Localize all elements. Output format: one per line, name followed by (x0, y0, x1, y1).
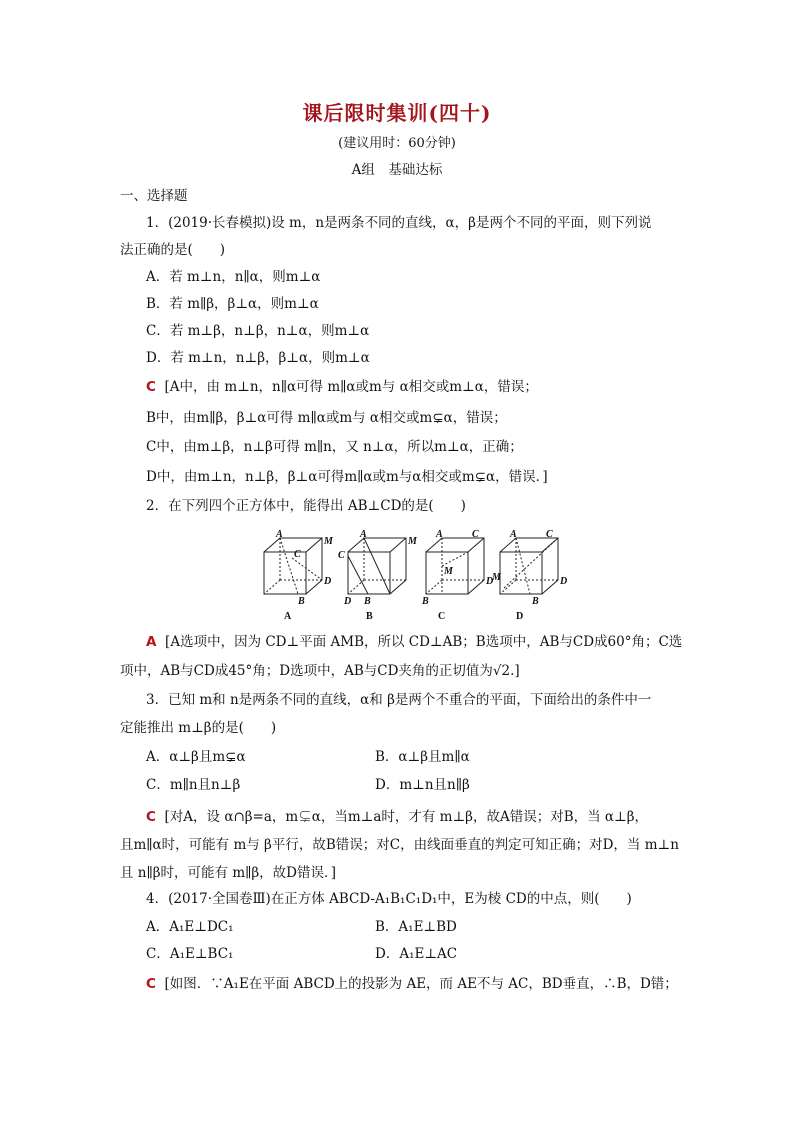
figure-label-d: D (516, 611, 524, 622)
q1-explanation-line4: D中，由m⊥n，n⊥β，β⊥α可得m∥α或m与α相交或m⊊α，错误．] (146, 469, 548, 485)
q2-answer: A (146, 634, 157, 650)
svg-text:B: B (364, 596, 371, 607)
svg-text:A: A (360, 529, 367, 540)
q3-explanation-line3: 且 n∥β时，可能有 m∥β，故D错误．] (120, 865, 336, 881)
q1-stem-line1: 1．(2019·长春模拟)设 m，n是两条不同的直线，α，β是两个不同的平面，则下列说 (146, 215, 652, 231)
q3-stem-line1: 3．已知 m和 n是两条不同的直线，α和 β是两个不重合的平面，下面给出的条件中一 (146, 692, 652, 708)
q2-explanation-line2: 项中，AB与CD成45°角；D选项中，AB与CD夹角的正切值为√2.] (120, 663, 520, 679)
figure-label-c: C (438, 611, 446, 622)
q3-option-b: B．α⊥β且m∥α (375, 749, 470, 765)
section-heading: 一、选择题 (120, 188, 188, 204)
svg-text:B: B (298, 596, 305, 607)
svg-text:M: M (324, 536, 333, 547)
q3-exp1-text: [对A，设 α∩β=a，m⊊α，当m⊥a时，才有 m⊥β，故A错误；对B，当 α⊥β， (164, 809, 649, 825)
q4-explanation-line1 (146, 974, 678, 994)
q4-option-b: B．A₁E⊥BD (375, 919, 457, 935)
q2-stem: 2．在下列四个正方体中，能得出 AB⊥CD的是( ) (146, 498, 466, 514)
q1-explanation-line3: C中，由m⊥β，n⊥β可得 m∥n，又 n⊥α，所以m⊥α，正确； (146, 439, 523, 455)
svg-text:A: A (510, 529, 517, 540)
q3-explanation-line1 (146, 807, 648, 827)
svg-text:D: D (344, 596, 352, 607)
q3-option-c: C．m∥n且n⊥β (146, 777, 241, 793)
q1-option-b: B．若 m∥β，β⊥α，则m⊥α (146, 296, 319, 312)
q4-option-a: A．A₁E⊥DC₁ (146, 919, 234, 935)
q3-answer: C (146, 809, 156, 825)
cubes-figure (262, 528, 568, 622)
q3-option-d: D．m⊥n且n∥β (375, 777, 470, 793)
cube-b (338, 529, 418, 622)
svg-text:M: M (492, 572, 501, 583)
svg-text:C: C (546, 529, 553, 540)
svg-text:A: A (436, 529, 443, 540)
svg-text:B: B (532, 596, 539, 607)
cube-d (491, 529, 567, 622)
q1-explanation-line1 (146, 377, 538, 397)
cube-a (264, 529, 334, 622)
q3-stem-line2: 定能推出 m⊥β的是( ) (120, 720, 277, 736)
svg-text:A: A (276, 529, 283, 540)
q1-exp1-text: [A中，由 m⊥n，n∥α可得 m∥α或m与 α相交或m⊥α，错误； (164, 379, 538, 395)
svg-text:M: M (444, 566, 453, 577)
q1-stem-line2: 法正确的是( ) (120, 242, 226, 258)
svg-text:M: M (408, 536, 417, 547)
page-subtitle: (建议用时：60分钟) (338, 136, 456, 151)
svg-text:D: D (324, 576, 332, 587)
q4-answer: C (146, 976, 156, 992)
figure-label-a: A (284, 611, 292, 622)
q1-option-a: A．若 m⊥n，n∥α，则m⊥α (146, 269, 321, 285)
q1-option-c: C．若 m⊥β，n⊥β，n⊥α，则m⊥α (146, 323, 370, 339)
q4-option-d: D．A₁E⊥AC (375, 946, 458, 962)
svg-text:D: D (560, 576, 568, 587)
svg-text:C: C (472, 529, 479, 540)
q1-answer: C (146, 379, 156, 395)
q3-option-a: A．α⊥β且m⊊α (146, 749, 246, 765)
q4-exp1-text: [如图．∵A₁E在平面 ABCD上的投影为 AE，而 AE不与 AC，BD垂直，∴B，D错； (164, 976, 678, 992)
q1-option-d: D．若 m⊥n，n⊥β，β⊥α，则m⊥α (146, 350, 370, 366)
cube-c (421, 529, 493, 622)
q4-stem: 4．(2017·全国卷Ⅲ)在正方体 ABCD-A₁B₁C₁D₁中，E为棱 CD的中点，则( ) (146, 891, 632, 907)
page-title: 课后限时集训(四十) (302, 101, 492, 125)
svg-text:D: D (486, 576, 494, 587)
q2-explanation-line1 (146, 632, 682, 652)
svg-text:C: C (294, 549, 301, 560)
svg-text:C: C (338, 550, 345, 561)
group-heading: A组 基础达标 (351, 162, 443, 178)
q2-exp1-text: [A选项中，因为 CD⊥平面 AMB，所以 CD⊥AB；B选项中，AB与CD成60°角；C选 (165, 634, 683, 650)
q1-explanation-line2: B中，由m∥β，β⊥α可得 m∥α或m与 α相交或m⊊α，错误； (146, 410, 507, 426)
q4-option-c: C．A₁E⊥BC₁ (146, 946, 234, 962)
figure-label-b: B (366, 611, 373, 622)
q3-explanation-line2: 且m∥α时，可能有 m与 β平行，故B错误；对C，由线面垂直的判定可知正确；对D，当 m⊥n (120, 837, 679, 853)
svg-text:B: B (422, 596, 429, 607)
